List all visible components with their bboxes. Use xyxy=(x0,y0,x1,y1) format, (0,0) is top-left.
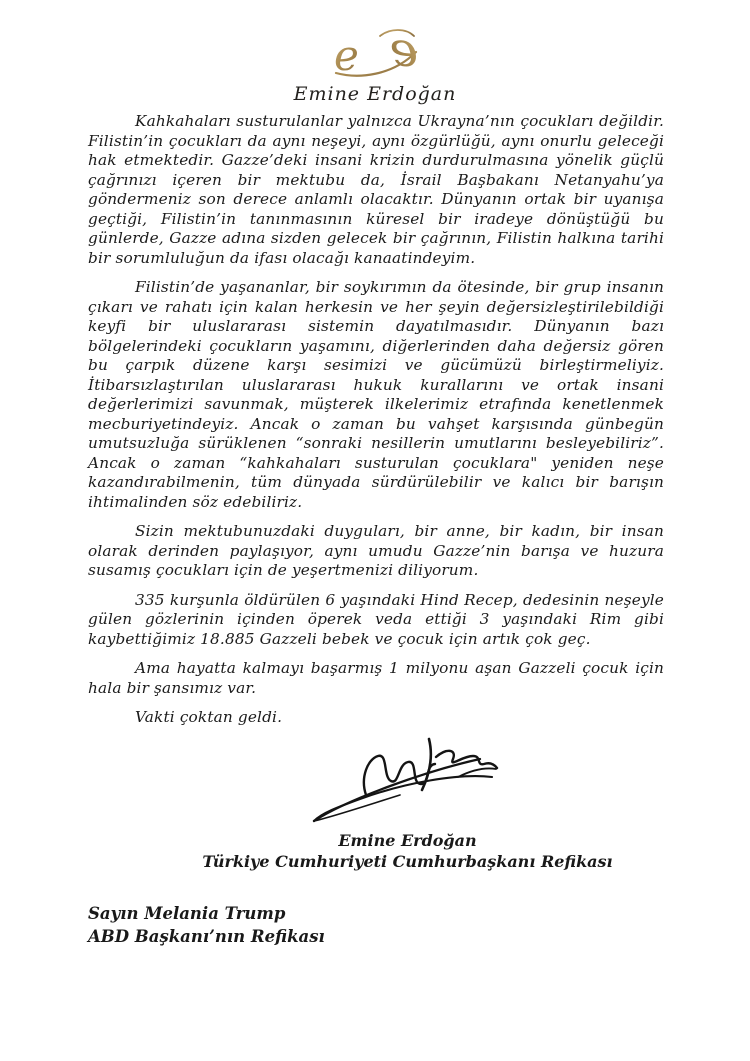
svg-text:e: e xyxy=(389,26,418,78)
signature-title: Türkiye Cumhuriyeti Cumhurbaşkanı Refikası xyxy=(202,852,613,871)
signature-block xyxy=(155,830,660,872)
paragraph: Sizin mektubunuzdaki duyguları, bir anne, bir kadın, bir insan olarak derinden paylaşıyor, aynı umudu Gazze’nin barışa ve huzura susamış çocukları için de yeşertmenizi diliyorum. xyxy=(88,522,664,579)
recipient-title: ABD Başkanı’nın Refikası xyxy=(88,926,325,946)
letterhead-name: Emine Erdoğan xyxy=(293,83,457,105)
paragraph: 335 kurşunla öldürülen 6 yaşındaki Hind Recep, dedesinin neşeyle gülen gözlerinin içinden öperek veda ettiği 3 yaşındaki Rim gibi kaybettiğimiz 18.885 Gazzeli bebek ve çocuk için artık çok geç. xyxy=(88,590,664,648)
paragraph: Kahkahaları susturulanlar yalnızca Ukrayna’nın çocukları değildir. Filistin’in çocukları da aynı neşeyi, aynı özgürlüğü, aynı onurlu geleceği hak etmektedir. Gazze’deki insani krizin durdurulmasına yönelik güçlü çağrınızı içeren bir mektubu da, İsrail Başbakanı Netanyahu’ya göndermeniz son derece anlamlı olacaktır. Dünyanın ortak bir uyanışa geçtiği, Filistin’in tanınmasının küresel bir iradeye dönüştüğü bu günlerde, Gazze adına sizden gelecek bir çağrının, Filistin halkına tarihi bir sorumluluğun da ifası olacağı kanaatindeyim. xyxy=(88,112,664,267)
signature-name: Emine Erdoğan xyxy=(338,831,477,850)
paragraph: Ama hayatta kalmayı başarmış 1 milyonu aşan Gazzeli çocuk için hala bir şansımız var. xyxy=(88,659,664,697)
recipient-block xyxy=(88,903,325,948)
recipient-name: Sayın Melania Trump xyxy=(88,904,286,923)
letter-body xyxy=(88,112,664,738)
paragraph: Vakti çoktan geldi. xyxy=(135,708,283,726)
letterhead xyxy=(0,26,750,105)
svg-text:e: e xyxy=(334,31,359,78)
handwritten-signature-image xyxy=(308,733,503,829)
emine-erdogan-monogram-icon xyxy=(320,26,430,78)
paragraph: Filistin’de yaşananlar, bir soykırımın da ötesinde, bir grup insanın çıkarı ve rahatı için kalan herkesin ve her şeyin değersizleştirilebildiği keyfi bir uluslararası sistemin dayatılmasıdır. Dünyanın bazı bölgelerindeki çocukların yaşamını, diğerlerinden daha değersiz gören bu çarpık düzene karşı sesimizi ve gücümüzü birleştirmeliyiz. İtibarsızlaştırılan uluslararası hukuk kurallarını ve ortak insani değerlerimizi savunmak, müşterek ilkelerimiz etrafında kenetlenmek mecburiyetindeyiz. Ancak o zaman bu vahşet karşısında günbegün umutsuzluğa sürüklenen “sonraki nesillerin umutlarını besleyebiliriz”. Ancak o zaman “kahkahaları susturulan çocuklara" yeniden neşe kazandırabilmenin, tüm dünyada sürdürülebilir ve kalıcı bir barışın ihtimalinden söz edebiliriz. xyxy=(88,278,664,511)
